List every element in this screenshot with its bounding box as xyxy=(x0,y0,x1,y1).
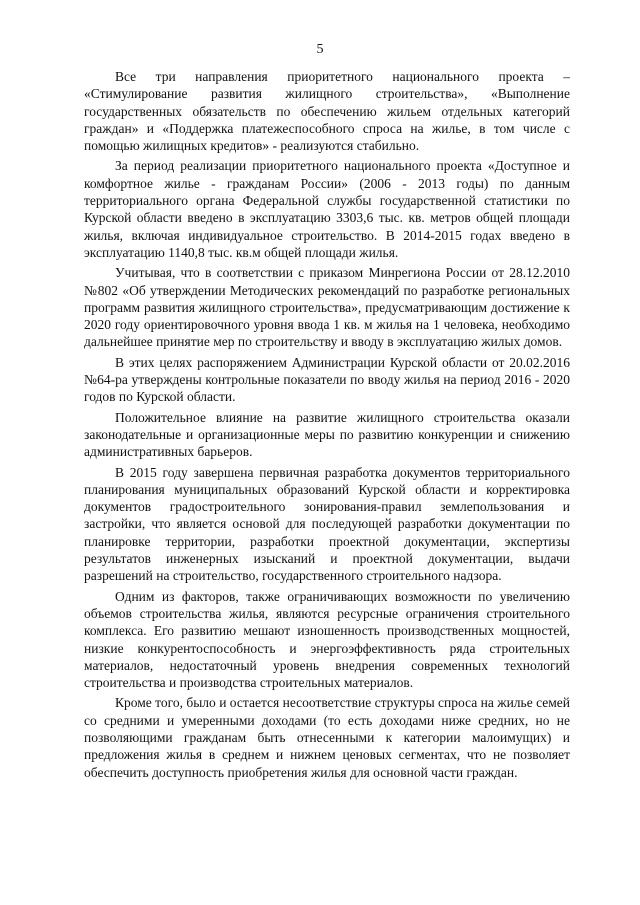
page-number: 5 xyxy=(316,42,324,57)
paragraph-territorial-planning: В 2015 году завершена первичная разработка документов территориального планирования муниципальных образований Курской области и корректировка документов градостроительного зонирования-правил землепользования и застройки, что является основой для последующей разработки документации по планировке территории, разработки проектной документации, экспертизы результатов инженерных изысканий и проектной документации, выдачи разрешений на строительство, государственного строительного надзора. xyxy=(84,464,570,584)
paragraph-positive-influence: Положительное влияние на развитие жилищного строительства оказали законодательные и организационные меры по развитию конкуренции и снижению административных барьеров. xyxy=(84,409,570,460)
paragraph-priority-projects: Все три направления приоритетного национального проекта – «Стимулирование развития жилищного строительства», «Выполнение государственных обязательств по обеспечению жильем отдельных категорий граждан» и «Поддержка платежеспособного спроса на жилье, в том числе с помощью жилищных кредитов» - реализуются стабильно. xyxy=(84,69,570,154)
document-body xyxy=(84,68,570,784)
paragraph-minregion-order: Учитывая, что в соответствии с приказом Минрегиона России от 28.12.2010 №802 «Об утверждении Методических рекомендаций по разработке региональных программ развития жилищного строительства», предусматривающим достижение к 2020 году ориентировочного уровня ввода 1 кв. м жилья на 1 человека, необходимо дальнейшее принятие мер по строительству и вводу в эксплуатацию жилых домов. xyxy=(84,265,570,350)
paragraph-housing-commissioning: За период реализации приоритетного национального проекта «Доступное и комфортное жилье - гражданам России» (2006 - 2013 годы) по данным территориального органа Федеральной службы государственной статистики по Курской области введено в эксплуатацию 3303,6 тыс. кв. метров общей площади жилья, включая индивидуальное строительство. В 2014-2015 годах введено в эксплуатацию 1140,8 тыс. кв.м общей площади жилья. xyxy=(84,158,570,260)
paragraph-resource-limits: Одним из факторов, также ограничивающих возможности по увеличению объемов строительства жилья, являются ресурсные ограничения строительного комплекса. Его развитию мешают изношенность производственных мощностей, низкие конкурентоспособность и энергоэффективность ряда строительных материалов, недостаточный уровень внедрения современных технологий строительства и производства строительных материалов. xyxy=(84,588,570,691)
paragraph-demand-mismatch: Кроме того, было и остается несоответствие структуры спроса на жилье семей со средними и умеренными доходами (то есть доходами ниже средних, но не позволяющими гражданам быть отнесенными к категории малоимущих) и предложения жилья в среднем и нижнем ценовых сегментах, что не позволяет обеспечить доступность приобретения жилья для основной части граждан. xyxy=(84,695,570,780)
paragraph-control-indicators: В этих целях распоряжением Администрации Курской области от 20.02.2016 №64-ра утверждены контрольные показатели по вводу жилья на период 2016 - 2020 годов по Курской области. xyxy=(84,354,570,405)
